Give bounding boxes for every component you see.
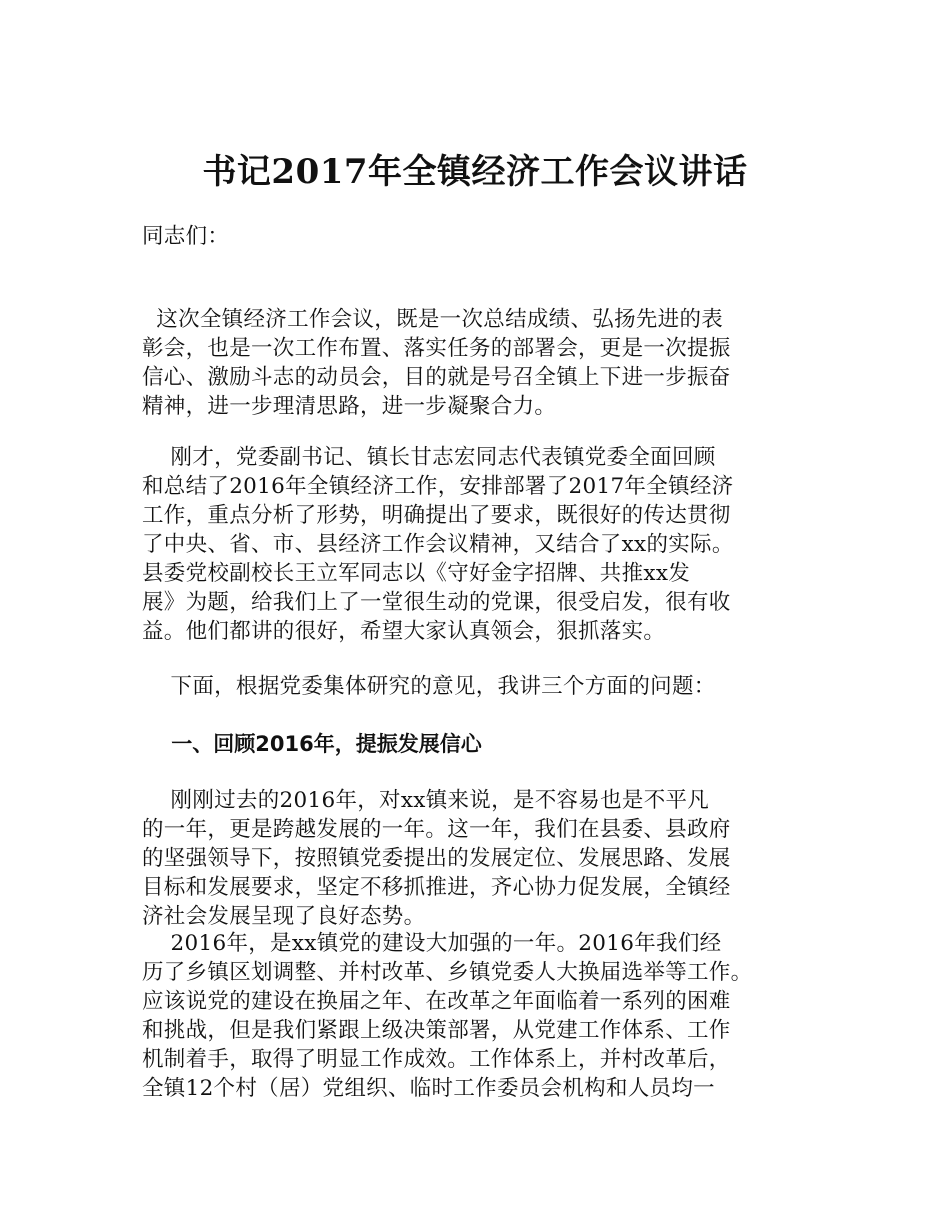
document-title: 书记2017年全镇经济工作会议讲话	[202, 152, 748, 192]
paragraph-3	[142, 672, 814, 701]
paragraph-line: 全镇12个村（居）党组织、临时工作委员会机构和人员均一	[142, 1076, 715, 1101]
paragraph-line: 益。他们都讲的很好，希望大家认真领会，狠抓落实。	[142, 619, 666, 644]
paragraph-line: 工作，重点分析了形势，明确提出了要求，既很好的传达贯彻	[142, 503, 731, 528]
paragraph-line: 这次全镇经济工作会议，既是一次总结成绩、弘扬先进的表	[142, 307, 724, 332]
paragraph-line: 下面，根据党委集体研究的意见，我讲三个方面的问题：	[142, 674, 716, 699]
paragraph-line: 2016年，是xx镇党的建设大加强的一年。2016年我们经	[142, 931, 722, 956]
paragraph-2	[142, 443, 814, 646]
paragraph-line: 彰会，也是一次工作布置、落实任务的部署会，更是一次提振	[142, 336, 731, 361]
paragraph-line: 济社会发展呈现了良好态势。	[142, 904, 426, 929]
paragraph-line: 了中央、省、市、县经济工作会议精神，又结合了xx的实际。	[142, 532, 734, 557]
greeting	[142, 222, 814, 251]
paragraph-line: 刚刚过去的2016年，对xx镇来说，是不容易也是不平凡	[142, 788, 710, 813]
paragraph-line: 机制着手，取得了明显工作成效。工作体系上，并村改革后，	[142, 1047, 731, 1072]
paragraph-line: 和总结了2016年全镇经济工作，安排部署了2017年全镇经济	[142, 474, 734, 499]
paragraph-line: 目标和发展要求，坚定不移抓推进，齐心协力促发展，全镇经	[142, 875, 731, 900]
paragraph-line: 刚才，党委副书记、镇长甘志宏同志代表镇党委全面回顾	[142, 445, 716, 470]
paragraph-line: 的一年，更是跨越发展的一年。这一年，我们在县委、县政府	[142, 817, 731, 842]
paragraph-line: 应该说党的建设在换届之年、在改革之年面临着一系列的困难	[142, 989, 731, 1014]
paragraph-line: 展》为题，给我们上了一堂很生动的党课，很受启发，很有收	[142, 590, 731, 615]
greeting-line: 同志们：	[142, 224, 230, 249]
paragraph-line: 信心、激励斗志的动员会，目的就是号召全镇上下进一步振奋	[142, 365, 731, 390]
paragraph-line: 和挑战，但是我们紧跟上级决策部署，从党建工作体系、工作	[142, 1018, 731, 1043]
paragraph-line: 的坚强领导下，按照镇党委提出的发展定位、发展思路、发展	[142, 846, 731, 871]
paragraph-line: 县委党校副校长王立军同志以《守好金字招牌、共推xx发	[142, 561, 691, 586]
paragraph-line: 精神，进一步理清思路，进一步凝聚合力。	[142, 394, 557, 419]
paragraph-line: 历了乡镇区划调整、并村改革、乡镇党委人大换届选举等工作。	[142, 960, 753, 985]
paragraph-1	[142, 305, 814, 421]
paragraph-4	[142, 786, 814, 931]
section-heading-1: 一、回顾2016年，提振发展信心	[142, 732, 482, 756]
paragraph-5	[142, 929, 814, 1103]
